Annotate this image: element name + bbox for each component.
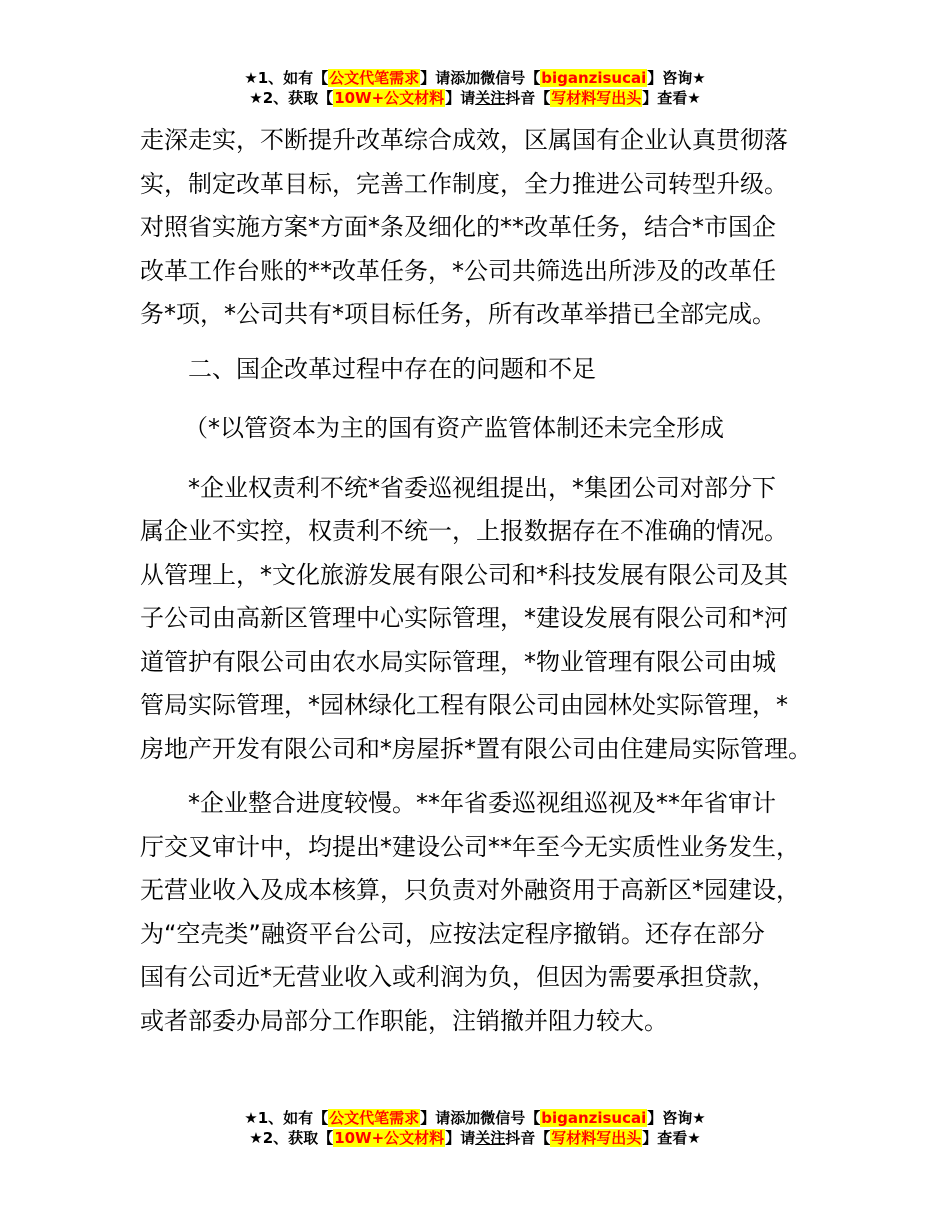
text-line: 务*项，*公司共有*项目标任务，所有改革举措已全部完成。 (140, 300, 776, 328)
highlight-ghostwriting: 公文代笔需求 (329, 69, 420, 87)
text-line: *企业权责利不统*省委巡视组提出，*集团公司对部分下 (188, 473, 776, 502)
banner-text: 】咨询★ (647, 69, 706, 87)
text-line: 管局实际管理，*园林绿化工程有限公司由园林处实际管理，* (140, 691, 788, 719)
paragraph-integration-issue (140, 782, 840, 1043)
text-line: *企业整合进度较慢。**年省委巡视组巡视及**年省审计 (188, 789, 776, 817)
text-line: 对照省实施方案*方面*条及细化的**改革任务，结合*市国企 (140, 213, 776, 241)
banner-text: 】请添加微信号【 (420, 1109, 541, 1127)
footer-banner (0, 1108, 950, 1148)
banner-underlined-text: 关注 (475, 89, 506, 107)
banner-text: ★1、如有【 (244, 69, 329, 87)
banner-text: 】请 (445, 89, 476, 107)
banner-text: ★2、获取【 (249, 89, 334, 107)
text-line: 属企业不实控，权责利不统一，上报数据存在不准确的情况。 (140, 517, 788, 545)
banner-text: 】请添加微信号【 (420, 69, 541, 87)
text-line: 改革工作台账的**改革任务，*公司共筛选出所涉及的改革任 (140, 256, 776, 285)
banner-text: ★1、如有【 (244, 1109, 329, 1127)
banner-text: 抖音【 (505, 89, 551, 107)
highlight-materials: 10W+公文材料 (334, 89, 445, 107)
banner-line-2 (0, 1128, 950, 1148)
section-heading: 二、国企改革过程中存在的问题和不足 (188, 354, 596, 383)
banner-text: 抖音【 (505, 1129, 551, 1147)
highlight-wechat-id: biganzisucai (541, 1109, 647, 1127)
highlight-douyin-account: 写材料写出头 (551, 89, 642, 107)
text-line: 国有公司近*无营业收入或利润为负，但因为需要承担贷款， (140, 963, 776, 991)
subsection-heading: （*以管资本为主的国有资产监管体制还未完全形成 (184, 414, 724, 442)
highlight-materials: 10W+公文材料 (334, 1129, 445, 1147)
highlight-douyin-account: 写材料写出头 (551, 1129, 642, 1147)
text-line: 实，制定改革目标，完善工作制度，全力推进公司转型升级。 (140, 169, 788, 198)
banner-text: ★2、获取【 (249, 1129, 334, 1147)
paragraph-reform-progress (140, 119, 840, 337)
text-line: 从管理上，*文化旅游发展有限公司和*科技发展有限公司及其 (140, 560, 788, 589)
banner-text: 】咨询★ (647, 1109, 706, 1127)
text-line: 房地产开发有限公司和*房屋拆*置有限公司由住建局实际管理。 (140, 734, 812, 763)
banner-text: 】查看★ (642, 1129, 701, 1147)
text-line: 子公司由高新区管理中心实际管理，*建设发展有限公司和*河 (140, 604, 788, 632)
text-line: 或者部委办局部分工作职能，注销撤并阻力较大。 (140, 1006, 668, 1035)
banner-text: 】查看★ (642, 89, 701, 107)
document-body (140, 119, 840, 1043)
banner-underlined-text: 关注 (475, 1129, 506, 1147)
text-line: 无营业收入及成本核算，只负责对外融资用于高新区*园建设， (140, 876, 800, 904)
highlight-wechat-id: biganzisucai (541, 69, 647, 87)
text-line: 为“空壳类”融资平台公司，应按法定程序撤销。还存在部分 (140, 919, 765, 948)
banner-text: 】请 (445, 1129, 476, 1147)
banner-line-2 (0, 88, 950, 108)
text-line: 走深走实，不断提升改革综合成效，区属国有企业认真贯彻落 (140, 126, 788, 154)
paragraph-authority-issue (140, 467, 840, 772)
banner-line-1 (0, 1108, 950, 1128)
banner-line-1 (0, 68, 950, 88)
text-line: 道管护有限公司由农水局实际管理，*物业管理有限公司由城 (140, 647, 776, 676)
header-banner (0, 68, 950, 108)
highlight-ghostwriting: 公文代笔需求 (329, 1109, 420, 1127)
text-line: 厅交叉审计中，均提出*建设公司**年至今无实质性业务发生， (140, 832, 800, 861)
